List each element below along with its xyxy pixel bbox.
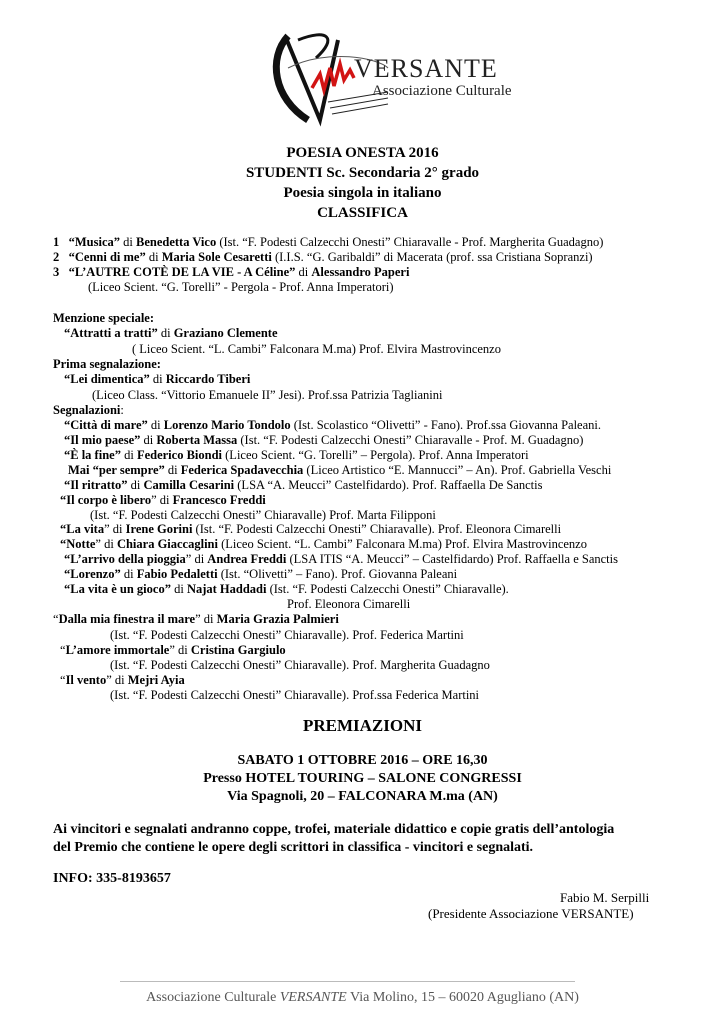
author-name: Camilla Cesarini — [143, 478, 235, 492]
list-item — [64, 552, 618, 567]
section-label: Prima segnalazione: — [53, 357, 161, 371]
school-info: (I.I.S. “G. Garibaldi” di Macerata (prof. ssa Cristiana Sopranzi) — [271, 250, 593, 264]
school-info: ( Liceo Scient. “L. Cambi” Falconara M.ma) Prof. Elvira Mastrovincenzo — [132, 342, 501, 356]
quote-mark: “ — [60, 643, 66, 657]
author-name: Federica Spadavecchia — [180, 463, 304, 477]
prizes-text-line: del Premio che contiene le opere degli scrittori in classifica - vincitori e segnalati. — [53, 840, 534, 855]
poem-title: “L’AUTRE COTÈ DE LA VIE - A Céline” — [68, 265, 296, 279]
di-text: ” di — [195, 612, 217, 626]
list-item — [64, 326, 278, 341]
rank-number: 3 — [53, 265, 60, 279]
di-text: ” di — [106, 673, 128, 687]
section-label-colon: : — [120, 403, 124, 417]
poem-title: “Lei dimentica” — [64, 372, 150, 386]
footer-org-name: VERSANTE — [279, 990, 347, 1005]
author-name: Irene Gorini — [125, 522, 193, 536]
di-text: di — [120, 235, 136, 249]
di-text: di — [120, 448, 137, 462]
di-text: di — [170, 582, 187, 596]
info-phone: INFO: 335-8193657 — [53, 871, 171, 886]
author-name: Mejri Ayia — [127, 673, 185, 687]
author-name: Maria Sole Cesaretti — [161, 250, 272, 264]
list-item — [60, 537, 587, 552]
school-info: (Ist. “F. Podesti Calzecchi Onesti” Chiaravalle). — [266, 582, 509, 596]
list-item — [64, 372, 250, 387]
footer-address — [0, 990, 725, 1006]
school-info: (LSA ITIS “A. Meucci” – Castelfidardo) Prof. Raffaella e Sanctis — [286, 552, 618, 566]
list-item — [64, 448, 529, 463]
di-text: ” di — [169, 643, 191, 657]
poem-title: “Cenni di me” — [68, 250, 146, 264]
section-label-text: Segnalazioni — [53, 403, 121, 417]
list-item — [64, 478, 543, 493]
poem-title: “Notte — [60, 537, 96, 551]
di-text: di — [164, 463, 181, 477]
di-text: ” di — [151, 493, 173, 507]
list-item — [68, 463, 611, 478]
list-item — [64, 433, 583, 448]
poem-title: Mai “per sempre” — [68, 463, 165, 477]
author-name: Benedetta Vico — [136, 235, 217, 249]
school-info: (Liceo Scient. “L. Cambi” Falconara M.ma) Prof. Elvira Mastrovincenzo — [217, 537, 587, 551]
footer-divider — [120, 981, 575, 982]
author-name: Cristina Gargiulo — [190, 643, 286, 657]
school-info: (Ist. Scolastico “Olivetti” - Fano). Prof.ssa Giovanna Paleani. — [290, 418, 602, 432]
poem-title: “Il mio paese” — [64, 433, 141, 447]
list-item — [64, 418, 601, 433]
di-text: ” di — [185, 552, 208, 566]
signature-name: Fabio M. Serpilli — [560, 890, 650, 905]
author-name: Graziano Clemente — [173, 326, 278, 340]
school-info: (Ist. “F. Podesti Calzecchi Onesti” Chiaravalle). Prof. Margherita Guadagno — [110, 658, 490, 672]
quote-mark: “ — [53, 612, 59, 626]
event-address: Via Spagnoli, 20 – FALCONARA M.ma (AN) — [227, 789, 498, 804]
author-name: Federico Biondi — [136, 448, 223, 462]
poem-title: “La vita — [60, 522, 105, 536]
section-label: Menzione speciale: — [53, 311, 155, 325]
ranking-item — [53, 235, 603, 250]
author-name: Roberta Massa — [156, 433, 238, 447]
list-item — [64, 567, 457, 582]
footer-suffix: Via Molino, 15 – 60020 Agugliano (AN) — [346, 990, 579, 1005]
event-venue: Presso HOTEL TOURING – SALONE CONGRESSI — [203, 771, 522, 786]
di-text: di — [147, 418, 164, 432]
list-item — [53, 612, 339, 627]
di-text: di — [145, 250, 162, 264]
poem-title: “Città di mare” — [64, 418, 148, 432]
school-info: (LSA “A. Meucci” Castelfidardo). Prof. Raffaella De Sanctis — [234, 478, 543, 492]
school-info: (Ist. “F. Podesti Calzecchi Onesti” Chiaravalle). Prof.ssa Federica Martini — [110, 688, 480, 702]
list-item — [64, 582, 509, 597]
di-text: ” di — [95, 537, 117, 551]
school-info: (Ist. “F. Podesti Calzecchi Onesti” Chiaravalle - Prof. Margherita Guadagno) — [216, 235, 604, 249]
logo-title: VERSANTE — [354, 54, 498, 83]
poem-title: “Lorenzo” — [64, 567, 121, 581]
rank-number: 2 — [53, 250, 60, 264]
logo-subtitle: Associazione Culturale — [372, 83, 512, 99]
school-info: (Liceo Artistico “E. Mannucci” – An). Prof. Gabriella Veschi — [303, 463, 612, 477]
heading-section: Poesia singola in italiano — [283, 185, 442, 201]
school-info: (Liceo Scient. “G. Torelli” – Pergola). Prof. Anna Imperatori — [222, 448, 529, 462]
quote-mark: “ — [60, 673, 66, 687]
school-info: (Ist. “F. Podesti Calzecchi Onesti” Chiaravalle - Prof. M. Guadagno) — [237, 433, 584, 447]
poem-title: “Il ritratto” — [64, 478, 128, 492]
poem-title: “La vita è un gioco” — [64, 582, 171, 596]
rank-number: 1 — [53, 235, 60, 249]
poem-title: L’amore immortale — [65, 643, 170, 657]
di-text: di — [295, 265, 312, 279]
poem-title: “L’arrivo della pioggia — [64, 552, 186, 566]
author-name: Riccardo Tiberi — [165, 372, 251, 386]
signature-role: (Presidente Associazione VERSANTE) — [428, 906, 634, 921]
author-name: Alessandro Paperi — [311, 265, 410, 279]
poem-title: “Il corpo è libero — [60, 493, 152, 507]
heading-category: STUDENTI Sc. Secondaria 2° grado — [245, 165, 480, 181]
poem-title: “Attratti a tratti” — [64, 326, 158, 340]
di-text: di — [140, 433, 157, 447]
di-text: di — [127, 478, 144, 492]
section-label — [53, 403, 124, 418]
school-info: (Ist. “Olivetti” – Fano). Prof. Giovanna Paleani — [217, 567, 458, 581]
list-item — [60, 643, 286, 658]
footer-prefix: Associazione Culturale — [146, 990, 280, 1005]
event-date: SABATO 1 OTTOBRE 2016 – ORE 16,30 — [237, 753, 488, 768]
premiazioni-heading: PREMIAZIONI — [302, 716, 422, 735]
school-info: (Ist. “F. Podesti Calzecchi Onesti” Chiaravalle). Prof. Eleonora Cimarelli — [192, 522, 562, 536]
prizes-text-line: Ai vincitori e segnalati andranno coppe, trofei, materiale didattico e copie gratis dell’antologia — [53, 822, 615, 837]
teacher-name: Prof. Eleonora Cimarelli — [287, 597, 411, 611]
author-name: Chiara Giaccaglini — [116, 537, 218, 551]
author-name: Najat Haddadi — [186, 582, 267, 596]
ranking-item — [53, 250, 593, 265]
list-item — [60, 493, 266, 508]
poem-title: “È la fine” — [64, 448, 121, 462]
author-name: Maria Grazia Palmieri — [216, 612, 339, 626]
heading-contest: POESIA ONESTA 2016 — [286, 145, 439, 161]
di-text: ” di — [104, 522, 126, 536]
heading-ranking: CLASSIFICA — [317, 205, 408, 221]
author-name: Lorenzo Mario Tondolo — [163, 418, 291, 432]
school-info: (Ist. “F. Podesti Calzecchi Onesti” Chiaravalle). Prof. Federica Martini — [110, 628, 464, 642]
school-info: (Ist. “F. Podesti Calzecchi Onesti” Chiaravalle) Prof. Marta Filipponi — [90, 508, 436, 522]
poem-title: Dalla mia finestra il mare — [58, 612, 196, 626]
list-item — [60, 673, 185, 688]
ranking-item — [53, 265, 409, 280]
author-name: Fabio Pedaletti — [136, 567, 218, 581]
di-text: di — [157, 326, 174, 340]
author-name: Francesco Freddi — [172, 493, 266, 507]
poem-title: “Musica” — [68, 235, 121, 249]
di-text: di — [149, 372, 166, 386]
school-info: (Liceo Scient. “G. Torelli” - Pergola - Prof. Anna Imperatori) — [88, 280, 394, 294]
author-name: Andrea Freddi — [207, 552, 287, 566]
di-text: di — [120, 567, 137, 581]
poem-title: Il vento — [65, 673, 107, 687]
school-info: (Liceo Class. “Vittorio Emanuele II” Jesi). Prof.ssa Patrizia Taglianini — [92, 388, 443, 402]
list-item — [60, 522, 561, 537]
